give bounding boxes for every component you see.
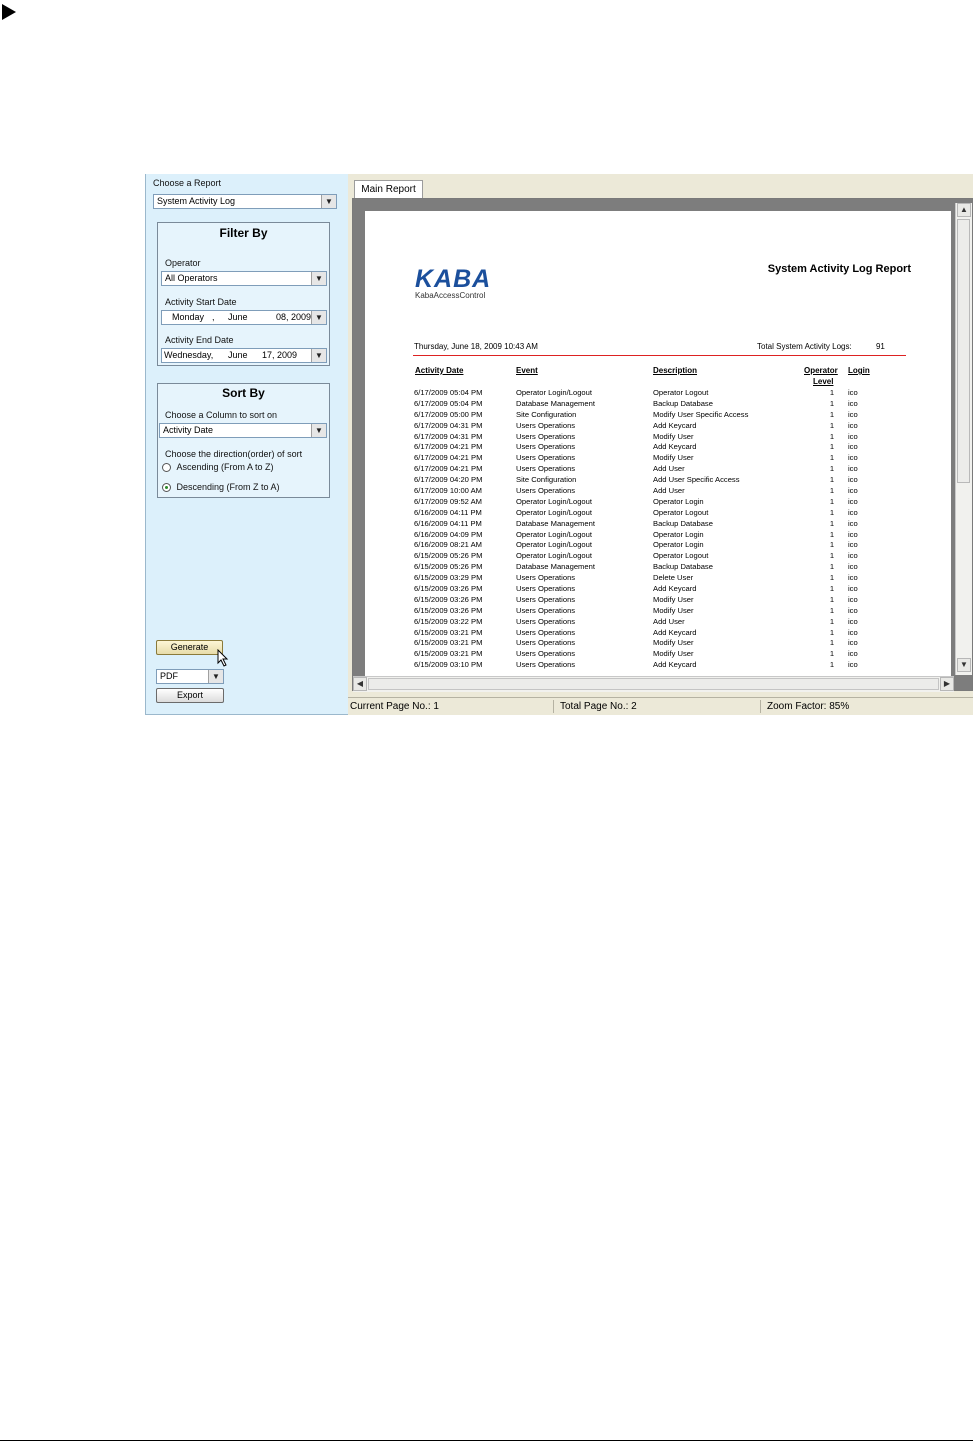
cell-event: Users Operations [516, 594, 576, 604]
table-row [414, 497, 878, 508]
total-logs-label: Total System Activity Logs: [757, 342, 852, 351]
cell-description: Add User [653, 616, 685, 626]
cell-event: Database Management [516, 518, 595, 528]
cell-login: ico [848, 398, 858, 408]
cell-activity-date: 6/17/2009 05:00 PM [414, 409, 483, 419]
cell-login: ico [848, 605, 858, 615]
start-date-picker[interactable] [161, 310, 327, 325]
start-date-label: Activity Start Date [165, 297, 237, 307]
cell-operator-level: 1 [829, 627, 835, 637]
start-comma: , [212, 312, 215, 322]
table-row [414, 508, 878, 519]
table-row [414, 540, 878, 551]
zoom-status: Zoom Factor: 85% [767, 701, 850, 712]
cell-activity-date: 6/16/2009 04:09 PM [414, 529, 483, 539]
table-row [414, 584, 878, 595]
report-page [365, 211, 951, 681]
cell-activity-date: 6/15/2009 03:29 PM [414, 573, 483, 583]
cell-activity-date: 6/15/2009 03:21 PM [414, 627, 483, 637]
cell-event: Operator Login/Logout [516, 540, 592, 550]
operator-select-value: All Operators [165, 273, 218, 283]
cell-activity-date: 6/17/2009 04:20 PM [414, 475, 483, 485]
table-row [414, 464, 878, 475]
header-divider [413, 355, 906, 356]
cell-activity-date: 6/17/2009 05:04 PM [414, 398, 483, 408]
kaba-logo-subtitle: KabaAccessControl [415, 291, 486, 300]
column-header-level: Level [813, 377, 834, 386]
cell-activity-date: 6/17/2009 04:31 PM [414, 420, 483, 430]
cell-login: ico [848, 464, 858, 474]
cell-operator-level: 1 [829, 442, 835, 452]
cell-activity-date: 6/17/2009 04:21 PM [414, 453, 483, 463]
chevron-down-icon[interactable]: ▼ [321, 195, 336, 208]
cell-operator-level: 1 [829, 388, 835, 397]
cell-login: ico [848, 420, 858, 430]
cell-event: Users Operations [516, 649, 576, 659]
total-page-status: Total Page No.: 2 [560, 701, 637, 712]
table-row [414, 421, 878, 432]
table-row [414, 606, 878, 617]
cell-operator-level: 1 [829, 660, 835, 670]
cell-activity-date: 6/15/2009 03:26 PM [414, 594, 483, 604]
cell-login: ico [848, 649, 858, 659]
total-logs-value: 91 [875, 342, 885, 351]
table-row [414, 638, 878, 649]
cell-login: ico [848, 660, 858, 670]
cell-activity-date: 6/17/2009 05:04 PM [414, 388, 483, 397]
cell-login: ico [848, 638, 858, 648]
report-date: Thursday, June 18, 2009 10:43 AM [414, 342, 538, 351]
cell-description: Add Keycard [653, 420, 697, 430]
sort-direction-label: Choose the direction(order) of sort [165, 449, 303, 459]
cell-activity-date: 6/15/2009 03:26 PM [414, 584, 483, 594]
cell-login: ico [848, 551, 858, 561]
tab-main-report[interactable]: Main Report [354, 180, 423, 198]
cell-description: Operator Login [653, 540, 704, 550]
activity-table-body [414, 388, 878, 671]
cell-event: Operator Login/Logout [516, 507, 592, 517]
cell-description: Modify User [653, 594, 694, 604]
sort-column-select[interactable] [159, 423, 327, 438]
status-separator [553, 700, 554, 713]
descending-label: Descending (From Z to A) [176, 482, 280, 492]
cell-login: ico [848, 442, 858, 452]
cell-description: Add User [653, 464, 685, 474]
vertical-scroll-thumb[interactable] [957, 219, 970, 483]
chevron-down-icon[interactable]: ▼ [311, 311, 326, 324]
end-month: June [228, 350, 248, 360]
cell-description: Modify User [653, 431, 694, 441]
cell-login: ico [848, 627, 858, 637]
cell-activity-date: 6/16/2009 04:11 PM [414, 507, 482, 517]
cell-description: Add Keycard [653, 627, 697, 637]
export-format-select[interactable] [156, 669, 224, 684]
table-row [414, 660, 878, 671]
table-row [414, 617, 878, 628]
cell-activity-date: 6/15/2009 03:22 PM [414, 616, 483, 626]
start-weekday: Monday [172, 312, 205, 322]
chevron-down-icon[interactable]: ▼ [311, 424, 326, 437]
scroll-right-icon[interactable]: ▶ [940, 677, 954, 691]
cell-login: ico [848, 540, 858, 550]
cell-login: ico [848, 594, 858, 604]
choose-report-label: Choose a Report [153, 178, 222, 188]
cell-event: Database Management [516, 562, 595, 572]
cell-description: Backup Database [653, 562, 713, 572]
horizontal-scroll-thumb[interactable] [368, 678, 939, 690]
table-row [414, 432, 878, 443]
vertical-scrollbar[interactable] [955, 203, 972, 675]
column-header-event: Event [516, 366, 538, 375]
cell-event: Site Configuration [516, 475, 577, 485]
cell-login: ico [848, 507, 858, 517]
table-row [414, 551, 878, 562]
cell-event: Users Operations [516, 420, 576, 430]
cell-description: Operator Logout [653, 551, 709, 561]
cell-activity-date: 6/17/2009 10:00 AM [414, 486, 482, 496]
bullet-arrow-icon [2, 4, 16, 20]
cell-description: Operator Logout [653, 507, 709, 517]
cell-operator-level: 1 [829, 507, 835, 517]
cell-description: Operator Logout [653, 388, 709, 397]
cell-activity-date: 6/15/2009 05:26 PM [414, 551, 483, 561]
cell-operator-level: 1 [829, 431, 835, 441]
cell-operator-level: 1 [829, 529, 835, 539]
column-header-description: Description [653, 366, 698, 375]
cell-event: Users Operations [516, 605, 576, 615]
cell-activity-date: 6/16/2009 04:11 PM [414, 518, 482, 528]
table-row [414, 453, 878, 464]
cell-operator-level: 1 [829, 649, 835, 659]
page-footer-rule [0, 1440, 973, 1441]
cell-activity-date: 6/16/2009 08:21 AM [414, 540, 482, 550]
cell-event: Users Operations [516, 464, 576, 474]
kaba-logo: KABA [415, 265, 492, 293]
cell-login: ico [848, 518, 858, 528]
cell-operator-level: 1 [829, 616, 835, 626]
cell-operator-level: 1 [829, 398, 835, 408]
cell-login: ico [848, 573, 858, 583]
cell-event: Users Operations [516, 431, 576, 441]
cell-description: Add Keycard [653, 584, 697, 594]
cell-activity-date: 6/17/2009 04:31 PM [414, 431, 483, 441]
cell-activity-date: 6/15/2009 03:21 PM [414, 638, 483, 648]
cell-login: ico [848, 453, 858, 463]
cell-description: Modify User [653, 638, 694, 648]
cell-event: Database Management [516, 398, 595, 408]
cell-event: Users Operations [516, 442, 576, 452]
cell-event: Site Configuration [516, 409, 577, 419]
ascending-option[interactable] [162, 462, 274, 472]
descending-option[interactable] [162, 482, 280, 492]
cell-event: Users Operations [516, 616, 576, 626]
mouse-pointer-icon [217, 649, 229, 667]
cell-operator-level: 1 [829, 540, 835, 550]
cell-activity-date: 6/17/2009 09:52 AM [414, 496, 482, 506]
cell-activity-date: 6/15/2009 05:26 PM [414, 562, 483, 572]
end-date-label: Activity End Date [165, 335, 234, 345]
cell-activity-date: 6/15/2009 03:21 PM [414, 649, 483, 659]
table-row [414, 628, 878, 639]
cell-description: Modify User [653, 453, 694, 463]
scroll-down-icon[interactable]: ▼ [957, 658, 971, 672]
cell-event: Users Operations [516, 584, 576, 594]
cell-event: Users Operations [516, 660, 576, 670]
cell-operator-level: 1 [829, 573, 835, 583]
cell-description: Modify User [653, 649, 694, 659]
cell-operator-level: 1 [829, 594, 835, 604]
cell-description: Add User [653, 486, 685, 496]
end-day: 17, 2009 [262, 350, 298, 360]
ascending-label: Ascending (From A to Z) [176, 462, 274, 472]
cell-description: Operator Login [653, 496, 704, 506]
cell-login: ico [848, 475, 858, 485]
cell-activity-date: 6/17/2009 04:21 PM [414, 442, 483, 452]
cell-login: ico [848, 616, 858, 626]
cell-description: Backup Database [653, 518, 713, 528]
cell-operator-level: 1 [829, 518, 835, 528]
report-options-panel [145, 174, 349, 715]
operator-label: Operator [165, 258, 201, 268]
cell-description: Delete User [653, 573, 694, 583]
operator-select[interactable] [161, 271, 327, 286]
table-row [414, 475, 878, 486]
cell-description: Modify User [653, 605, 694, 615]
table-row [414, 519, 878, 530]
filter-by-title: Filter By [219, 226, 268, 240]
sort-by-group [157, 383, 330, 498]
end-date-picker[interactable] [161, 348, 327, 363]
scroll-up-icon[interactable]: ▲ [957, 203, 971, 217]
report-viewer-panel [348, 174, 973, 714]
report-select-value: System Activity Log [157, 196, 236, 206]
cell-event: Operator Login/Logout [516, 529, 592, 539]
cell-operator-level: 1 [829, 562, 835, 572]
cell-description: Add Keycard [653, 442, 697, 452]
horizontal-scrollbar[interactable] [353, 676, 954, 692]
cell-event: Users Operations [516, 627, 576, 637]
sort-column-value: Activity Date [163, 425, 214, 435]
table-row [414, 573, 878, 584]
start-day: 08, 2009 [276, 312, 312, 322]
sort-column-label: Choose a Column to sort on [165, 410, 278, 420]
cell-operator-level: 1 [829, 605, 835, 615]
cell-login: ico [848, 496, 858, 506]
cell-description: Modify User Specific Access [653, 409, 749, 419]
table-row [414, 410, 878, 421]
cell-operator-level: 1 [829, 551, 835, 561]
cell-login: ico [848, 431, 858, 441]
cell-operator-level: 1 [829, 464, 835, 474]
cell-activity-date: 6/15/2009 03:10 PM [414, 660, 483, 670]
status-bar [348, 697, 973, 715]
total-logs [757, 342, 885, 351]
report-title: System Activity Log Report [767, 263, 911, 275]
cell-operator-level: 1 [829, 475, 835, 485]
table-row [414, 562, 878, 573]
table-row [414, 530, 878, 541]
cell-operator-level: 1 [829, 638, 835, 648]
cell-activity-date: 6/15/2009 03:26 PM [414, 605, 483, 615]
table-row [414, 595, 878, 606]
end-weekday: Wednesday, [164, 350, 214, 360]
cell-event: Operator Login/Logout [516, 551, 592, 561]
cell-activity-date: 6/17/2009 04:21 PM [414, 464, 483, 474]
chevron-down-icon[interactable]: ▼ [311, 272, 326, 285]
cell-login: ico [848, 584, 858, 594]
column-header-activity-date: Activity Date [415, 366, 464, 375]
table-row [414, 399, 878, 410]
cell-event: Users Operations [516, 453, 576, 463]
cell-login: ico [848, 388, 858, 397]
descending-radio[interactable] [162, 483, 171, 492]
cell-event: Operator Login/Logout [516, 496, 592, 506]
cell-description: Add Keycard [653, 660, 697, 670]
cell-operator-level: 1 [829, 486, 835, 496]
current-page-status: Current Page No.: 1 [350, 701, 439, 712]
cell-operator-level: 1 [829, 496, 835, 506]
cell-operator-level: 1 [829, 453, 835, 463]
status-separator [760, 700, 761, 713]
cell-login: ico [848, 529, 858, 539]
cell-description: Operator Login [653, 529, 704, 539]
activity-table [414, 388, 878, 671]
cell-operator-level: 1 [829, 420, 835, 430]
generate-button[interactable]: Generate [156, 640, 223, 655]
cell-login: ico [848, 486, 858, 496]
table-row [414, 442, 878, 453]
cell-login: ico [848, 409, 858, 419]
table-row [414, 388, 878, 399]
export-format-value: PDF [160, 671, 178, 681]
start-month: June [228, 312, 248, 322]
cell-description: Backup Database [653, 398, 713, 408]
cell-operator-level: 1 [829, 584, 835, 594]
table-row [414, 486, 878, 497]
scroll-left-icon[interactable]: ◀ [353, 677, 367, 691]
cell-event: Users Operations [516, 486, 576, 496]
sort-by-title: Sort By [222, 386, 265, 400]
cell-event: Users Operations [516, 638, 576, 648]
cell-event: Operator Login/Logout [516, 388, 592, 397]
column-header-operator: Operator [804, 366, 838, 375]
chevron-down-icon[interactable]: ▼ [311, 349, 326, 362]
ascending-radio[interactable] [162, 463, 171, 472]
report-window [145, 174, 973, 714]
export-button[interactable]: Export [156, 688, 224, 703]
filter-by-group [157, 222, 330, 366]
column-header-login: Login [848, 366, 870, 375]
report-select[interactable] [153, 194, 337, 209]
table-row [414, 649, 878, 660]
cell-login: ico [848, 562, 858, 572]
cell-description: Add User Specific Access [653, 475, 740, 485]
cell-operator-level: 1 [829, 409, 835, 419]
cell-event: Users Operations [516, 573, 576, 583]
chevron-down-icon[interactable]: ▼ [208, 670, 223, 683]
report-viewport[interactable] [352, 198, 973, 691]
